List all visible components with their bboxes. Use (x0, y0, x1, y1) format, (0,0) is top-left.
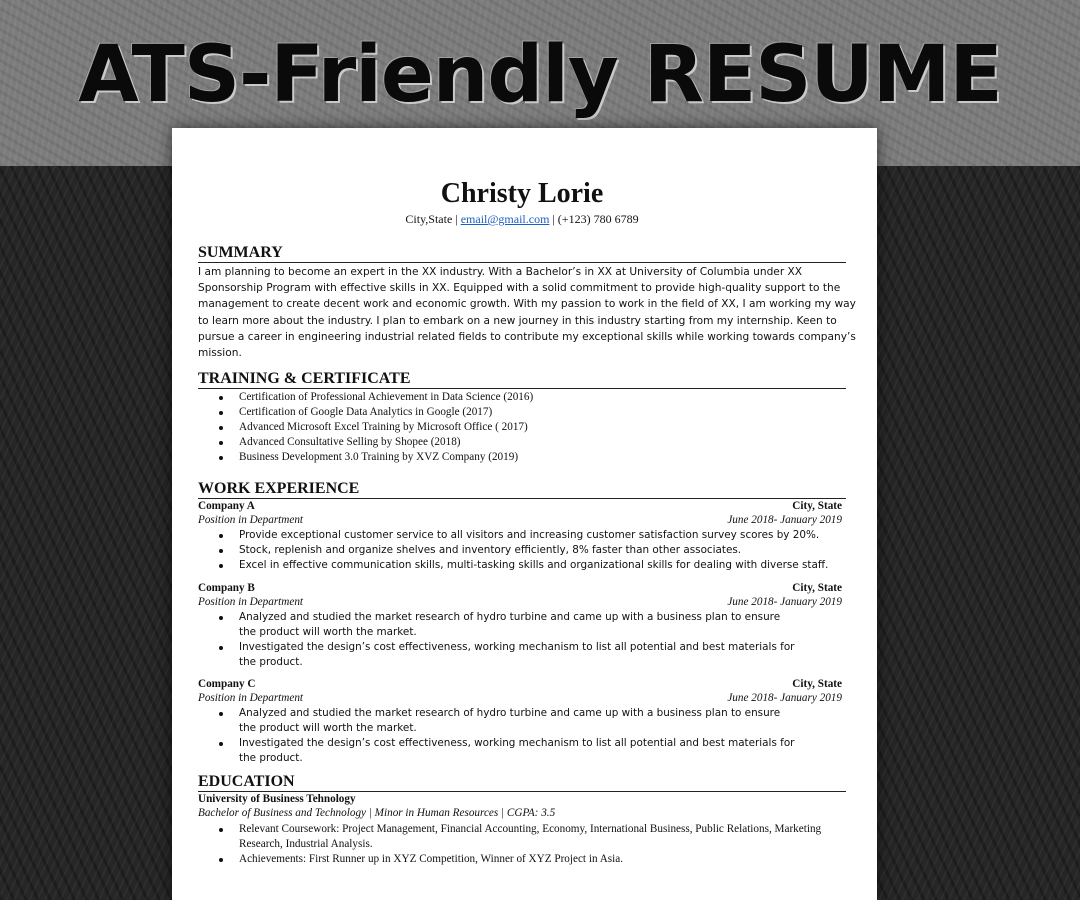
resume-page (172, 128, 877, 900)
list-item: Analyzed and studied the market research of hydro turbine and came up with a business plan to ensure the product will worth the market. (239, 610, 799, 640)
training-heading: TRAINING & CERTIFICATE (198, 370, 846, 389)
list-item: Advanced Microsoft Excel Training by Microsoft Office ( 2017) (239, 420, 839, 435)
list-item: Certification of Professional Achievement in Data Science (2016) (239, 390, 839, 405)
job-dates: June 2018- January 2019 (727, 692, 842, 704)
job-header (198, 581, 842, 595)
job-bullets (239, 528, 829, 573)
list-item: Excel in effective communication skills, multi-tasking skills and organizational skills for dealing with diverse staff. (239, 559, 829, 571)
degree-line: Bachelor of Business and Technology | Minor in Human Resources | CGPA: 3.5 (198, 807, 556, 819)
list-item: Achievements: First Runner up in XYZ Competition, Winner of XYZ Project in Asia. (239, 852, 849, 867)
summary-text: I am planning to become an expert in the XX industry. With a Bachelor’s in XX at University of Columbia under XX Sponsorship Program with effective skills in XX. Equipped with a solid commitment to provide high-quality support to the management to create decent work and economic growth. With my passion to work in the field of XX, I am working my way to learn more about the industry. I plan to embark on a new journey in this industry starting from my internship. Keen to pursue a career in engineering industrial related fields to contribute my exceptional skills while working towards company’s mission. (198, 266, 856, 360)
summary-heading: SUMMARY (198, 244, 846, 263)
contact-email-link[interactable]: email@gmail.com (460, 212, 550, 226)
banner-title: ATS-Friendly RESUME (78, 30, 1002, 120)
job-position: Position in Department (198, 514, 304, 526)
job-bullets (239, 610, 799, 670)
company-name: Company A (198, 500, 255, 512)
job-location: City, State (792, 500, 842, 512)
job-bullets (239, 706, 799, 766)
school-name: University of Business Tehnology (198, 793, 356, 805)
candidate-name: Christy Lorie (440, 178, 604, 209)
list-item: Investigated the design’s cost effectiveness, working mechanism to list all potential and best materials for the product. (239, 640, 799, 670)
list-item: Certification of Google Data Analytics in Google (2017) (239, 405, 839, 420)
company-name: Company C (198, 678, 256, 690)
job-location: City, State (792, 678, 842, 690)
work-heading: WORK EXPERIENCE (198, 480, 846, 499)
job-position: Position in Department (198, 692, 304, 704)
education-bullets (239, 822, 849, 867)
job-subheader (198, 595, 842, 609)
job-dates: June 2018- January 2019 (727, 596, 842, 608)
company-name: Company B (198, 582, 255, 594)
contact-phone: | (+123) 780 6789 (552, 212, 639, 226)
list-item: Investigated the design’s cost effectiveness, working mechanism to list all potential and best materials for the product. (239, 736, 799, 766)
job-position: Position in Department (198, 596, 304, 608)
job-header (198, 499, 842, 513)
job-dates: June 2018- January 2019 (727, 514, 842, 526)
list-item: Business Development 3.0 Training by XVZ Company (2019) (239, 450, 839, 465)
list-item: Advanced Consultative Selling by Shopee (2018) (239, 435, 839, 450)
contact-line (198, 212, 846, 226)
job-subheader (198, 691, 842, 705)
list-item: Analyzed and studied the market research of hydro turbine and came up with a business plan to ensure the product will worth the market. (239, 706, 799, 736)
list-item: Relevant Coursework: Project Management, Financial Accounting, Economy, International Business, Public Relations, Marketing Research, Industrial Analysis. (239, 822, 849, 852)
contact-location: City,State | (405, 212, 458, 226)
job-location: City, State (792, 582, 842, 594)
education-heading: EDUCATION (198, 773, 846, 792)
job-header (198, 677, 842, 691)
training-list (239, 390, 839, 465)
job-subheader (198, 513, 842, 527)
list-item: Provide exceptional customer service to all visitors and increasing customer satisfaction survey scores by 20%. (239, 528, 829, 543)
list-item: Stock, replenish and organize shelves and inventory efficiently, 8% faster than other associates. (239, 543, 829, 558)
